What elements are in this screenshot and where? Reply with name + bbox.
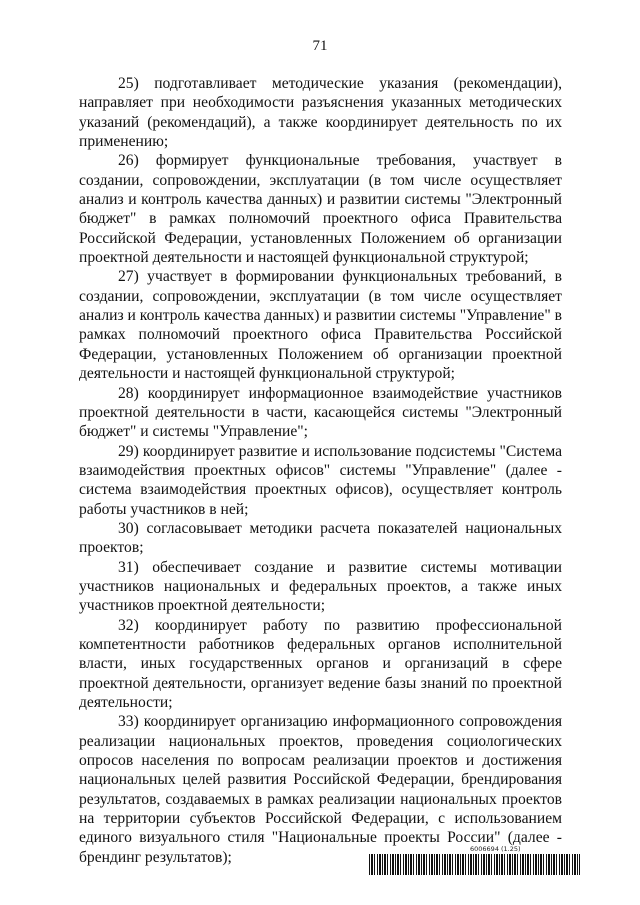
document-code: 6006694 (1.25) bbox=[470, 845, 521, 853]
list-item-32: 32) координирует работу по развитию профессиональной компетентности работников федеральных органов исполнительной власти, иных государственных органов и организаций в сфере проектной деятельности, организует ведение базы знаний по проектной деятельности; bbox=[79, 616, 562, 711]
list-item-27: 27) участвует в формировании функциональных требований, в создании, сопровождении, эксплуатации (в том числе осуществляет анализ и контроль качества данных) и развитии системы "Управление" в рамках полномочий проектного офиса Правительства Российской Федерации, установленных Положением об организации проектной деятельности и настоящей функциональной структурой; bbox=[79, 268, 562, 383]
list-item-25: 25) подготавливает методические указания (рекомендации), направляет при необходимости разъяснения указанных методических указаний (рекомендаций), а также координирует деятельность по их применению; bbox=[79, 75, 562, 151]
barcode bbox=[369, 854, 580, 875]
list-item-31: 31) обеспечивает создание и развитие системы мотивации участников национальных и федеральных проектов, а также иных участников проектной деятельности; bbox=[79, 558, 562, 615]
page-number: 71 bbox=[312, 38, 328, 54]
list-item-28: 28) координирует информационное взаимодействие участников проектной деятельности в части, касающейся системы "Электронный бюджет" и системы "Управление"; bbox=[79, 384, 562, 441]
list-item-29: 29) координирует развитие и использование подсистемы "Система взаимодействия проектных офисов" системы "Управление" (далее - система взаимодействия проектных офисов), осуществляет контроль работы участников в ней; bbox=[79, 442, 562, 518]
list-item-30: 30) согласовывает методики расчета показателей национальных проектов; bbox=[79, 519, 562, 557]
list-item-26: 26) формирует функциональные требования, участвует в создании, сопровождении, эксплуатации (в том числе осуществляет анализ и контроль качества данных) и развитии системы "Электронный бюджет" в рамках полномочий проектного офиса Правительства Российской Федерации, установленных Положением об организации проектной деятельности и настоящей функциональной структурой; bbox=[79, 152, 562, 267]
document-body bbox=[79, 74, 562, 867]
list-item-33: 33) координирует организацию информационного сопровождения реализации национальных проектов, проведения социологических опросов населения по вопросам реализации проектов и достижения национальных целей развития Российской Федерации, брендирования результатов, создаваемых в рамках реализации национальных проектов на территории субъектов Российской Федерации, с использованием единого визуального стиля "Национальные проекты России" (далее - брендинг результатов); bbox=[79, 713, 562, 866]
